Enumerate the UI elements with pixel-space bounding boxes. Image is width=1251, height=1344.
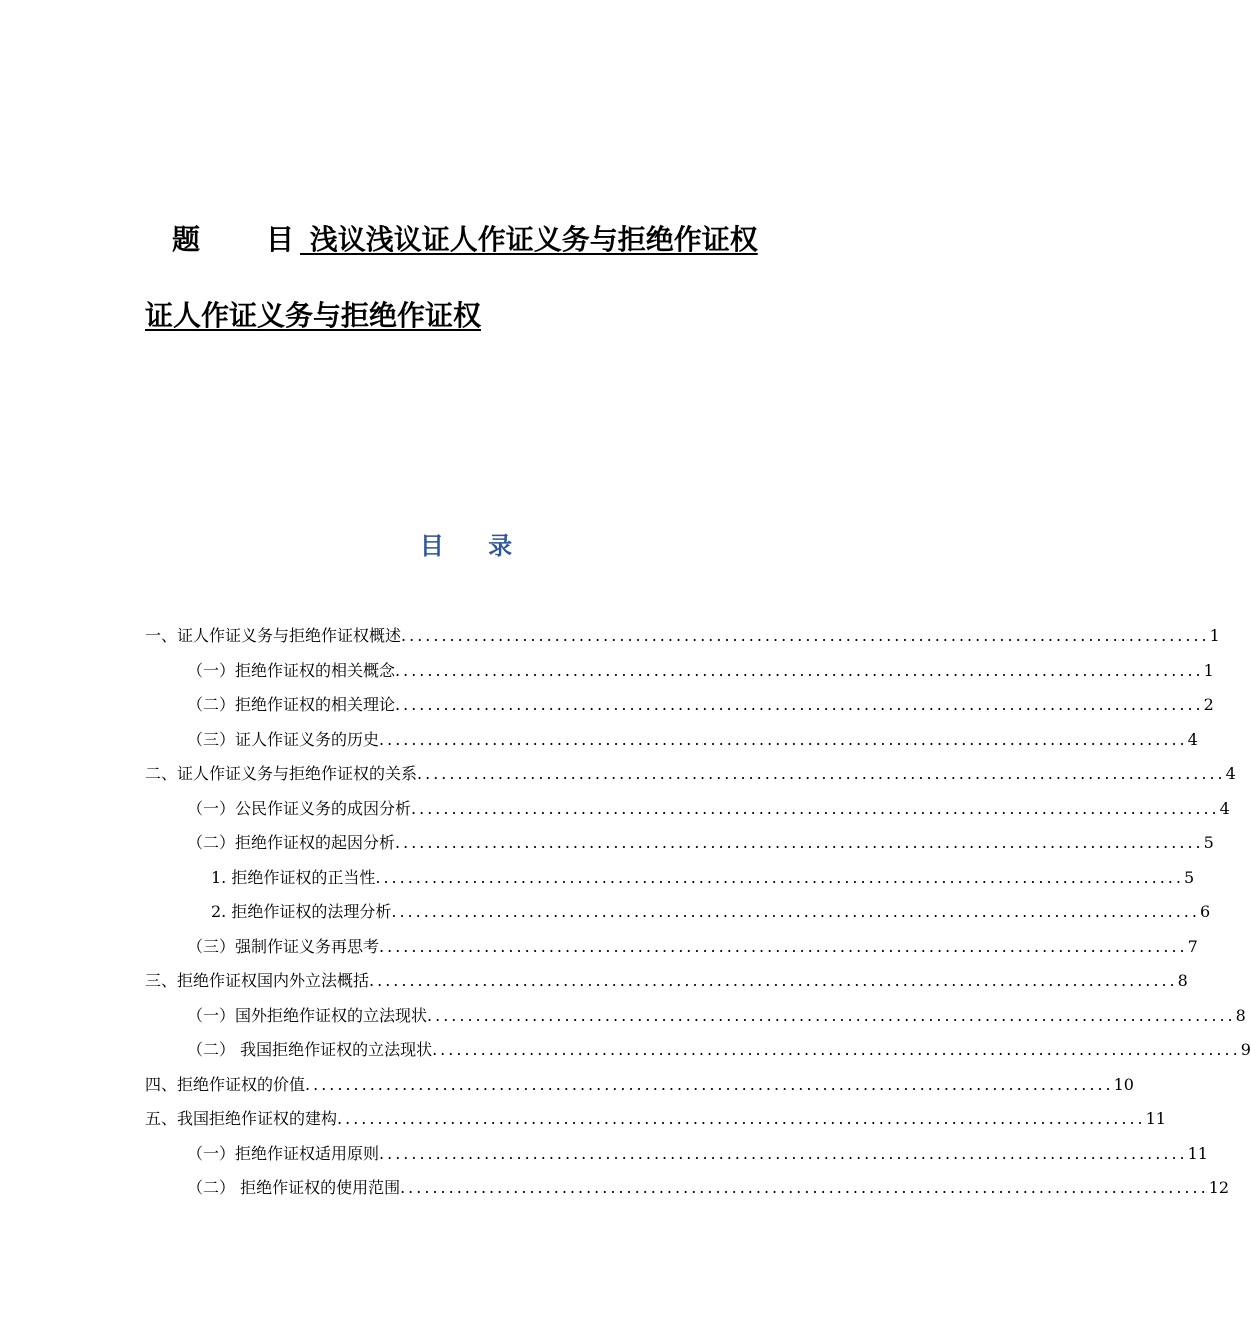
toc-entry[interactable] — [145, 792, 1230, 827]
toc-entry-number: 二、 — [145, 764, 178, 783]
toc-entry[interactable] — [145, 964, 1188, 999]
toc-entry[interactable] — [145, 861, 1195, 896]
dot-leader: .................................................................................................... — [379, 936, 1188, 956]
toc-entry[interactable] — [145, 1068, 1134, 1103]
toc-entry-page: 1 — [1203, 660, 1214, 680]
dot-leader: .................................................................................................... — [369, 971, 1178, 990]
dot-leader: .................................................................................................... — [432, 1040, 1241, 1059]
toc-entry[interactable] — [145, 1137, 1208, 1172]
toc-entry-page: 5 — [1203, 833, 1214, 852]
toc-entry-page: 12 — [1208, 1178, 1230, 1197]
dot-leader: .................................................................................................... — [401, 626, 1210, 645]
dot-leader: .................................................................................................... — [400, 1178, 1209, 1197]
toc-entry[interactable] — [145, 619, 1220, 654]
title-text-line-1: 浅议浅议证人作证义务与拒绝作证权 — [300, 223, 758, 256]
toc-entry-page: 11 — [1145, 1109, 1166, 1128]
dot-leader: .................................................................................................... — [337, 1109, 1146, 1128]
dot-leader: .................................................................................................... — [395, 660, 1204, 680]
toc-entry-page: 8 — [1177, 971, 1188, 990]
toc-entry[interactable] — [145, 757, 1236, 792]
toc-entry-number: 五、 — [145, 1109, 178, 1128]
toc-entry-title: （一）国外拒绝作证权的立法现状 — [187, 1005, 428, 1025]
title-label-char-1: 题 — [172, 223, 201, 256]
document-title — [172, 218, 812, 262]
toc-entry[interactable] — [145, 1102, 1166, 1137]
toc-entry-title: （二）拒绝作证权的相关理论 — [187, 695, 396, 714]
toc-entry-page: 4 — [1187, 729, 1198, 749]
toc-entry-title: 证人作证义务与拒绝作证权概述 — [177, 626, 402, 645]
title-label-char-2: 目 — [266, 223, 295, 256]
toc-entry[interactable] — [145, 895, 1211, 930]
dot-leader: .................................................................................................... — [379, 729, 1188, 749]
toc-entry-page: 9 — [1240, 1040, 1251, 1059]
toc-entry-page: 2 — [1203, 695, 1214, 714]
table-of-contents — [145, 619, 1251, 1206]
toc-entry[interactable] — [145, 999, 1246, 1034]
toc-entry-page: 8 — [1235, 1005, 1246, 1025]
toc-entry-page: 7 — [1187, 936, 1198, 956]
toc-entry-title: （二）拒绝作证权的起因分析 — [187, 833, 396, 852]
toc-entry-title: （一）公民作证义务的成因分析 — [187, 798, 412, 818]
toc-entry-title: （二） 拒绝作证权的使用范围 — [187, 1178, 401, 1197]
toc-entry-page: 6 — [1199, 902, 1211, 921]
toc-entry[interactable] — [145, 1033, 1251, 1068]
dot-leader: .................................................................................................... — [391, 902, 1200, 921]
toc-entry[interactable] — [145, 930, 1198, 965]
toc-entry-title: （一）拒绝作证权适用原则 — [187, 1143, 380, 1163]
toc-entry-title: （二） 我国拒绝作证权的立法现状 — [187, 1040, 433, 1059]
toc-entry[interactable] — [145, 688, 1214, 723]
title-label — [172, 218, 300, 262]
toc-entry[interactable] — [145, 654, 1214, 689]
dot-leader: .................................................................................................... — [379, 1143, 1188, 1163]
toc-entry[interactable] — [145, 723, 1198, 758]
toc-entry[interactable] — [145, 1171, 1230, 1206]
toc-entry-title: 2. 拒绝作证权的法理分析 — [211, 902, 392, 921]
dot-leader: .................................................................................................... — [375, 867, 1184, 887]
dot-leader: .................................................................................................... — [395, 833, 1204, 852]
toc-entry-number: 四、 — [145, 1074, 178, 1094]
toc-entry-title: 拒绝作证权国内外立法概括 — [177, 971, 370, 990]
toc-entry-title: 证人作证义务与拒绝作证权的关系 — [177, 764, 418, 783]
toc-entry-number: 三、 — [145, 971, 178, 990]
toc-entry-page: 5 — [1183, 867, 1195, 887]
toc-entry-title: （一）拒绝作证权的相关概念 — [187, 660, 396, 680]
title-text-line-2: 证人作证义务与拒绝作证权 — [145, 299, 482, 332]
toc-entry-page: 1 — [1209, 626, 1220, 645]
dot-leader: .................................................................................................... — [305, 1074, 1114, 1094]
toc-entry-title: 我国拒绝作证权的建构 — [177, 1109, 338, 1128]
toc-entry[interactable] — [145, 826, 1214, 861]
toc-heading: 目 录 — [419, 532, 531, 560]
toc-entry-title: 拒绝作证权的价值 — [177, 1074, 306, 1094]
toc-entry-title: 1. 拒绝作证权的正当性 — [211, 867, 376, 887]
dot-leader: .................................................................................................... — [395, 695, 1204, 714]
toc-entry-number: 一、 — [145, 626, 178, 645]
toc-entry-page: 4 — [1219, 798, 1230, 818]
toc-entry-page: 10 — [1113, 1074, 1134, 1094]
toc-entry-page: 4 — [1225, 764, 1236, 783]
dot-leader: .................................................................................................... — [411, 798, 1220, 818]
toc-entry-page: 11 — [1187, 1143, 1208, 1163]
toc-entry-title: （三）证人作证义务的历史 — [187, 729, 380, 749]
dot-leader: .................................................................................................... — [417, 764, 1226, 783]
dot-leader: .................................................................................................... — [427, 1005, 1236, 1025]
toc-entry-title: （三）强制作证义务再思考 — [187, 936, 380, 956]
